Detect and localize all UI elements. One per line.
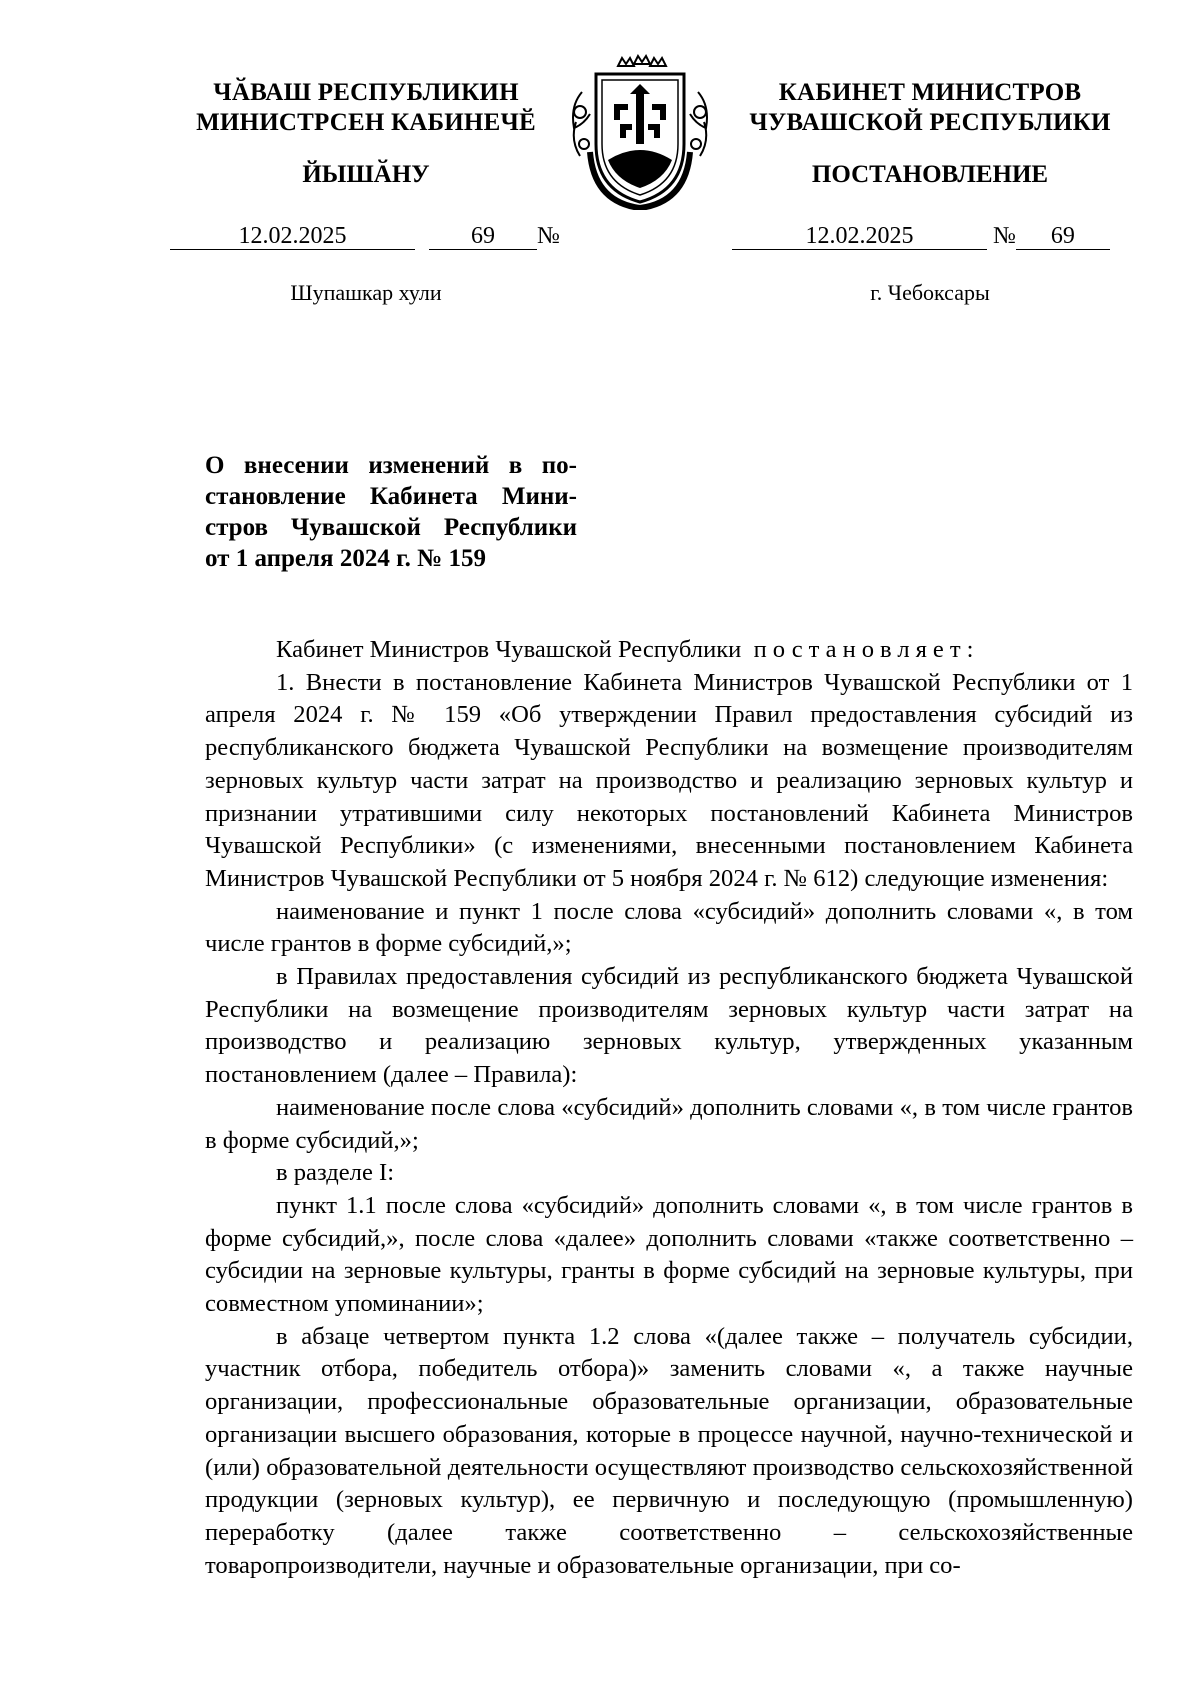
intro-text: Кабинет Министров Чувашской Республики: [276, 636, 742, 663]
number-sign-right: №: [993, 223, 1016, 249]
header-left-doc-type: ЙЫШӐНУ: [302, 161, 430, 188]
header-right-russian: [720, 78, 1140, 138]
document-subject: [205, 450, 577, 574]
registration-number-right: 69: [1016, 222, 1110, 250]
place-right: г. Чебоксары: [870, 280, 990, 305]
body-paragraph: наименование после слова «субсидий» дополнить словами «, в том числе грантов в форме субсидий,»;: [205, 1093, 1133, 1154]
registration-left: [170, 222, 560, 250]
header-right-line2: ЧУВАШСКОЙ РЕСПУБЛИКИ: [749, 109, 1111, 136]
number-sign-left: №: [537, 223, 560, 249]
subject-line: от 1 апреля 2024 г. № 159: [205, 545, 486, 572]
body-paragraph: в Правилах предоставления субсидий из республиканского бюджета Чувашской Республики на возмещение производителям зерновых культур части затрат на производство и реализацию зерновых культур, утвержденных указанным постановлением (далее – Правила):: [205, 963, 1133, 1089]
registration-date-left: 12.02.2025: [170, 222, 415, 250]
chuvash-coat-of-arms-icon: [560, 52, 720, 210]
place-left: Шупашкар хули: [290, 280, 442, 305]
registration-date-right: 12.02.2025: [732, 222, 987, 250]
body-paragraph: в абзаце четвертом пункта 1.2 слова «(далее также – получатель субсидии, участник отбора, победитель отбора)» заменить словами «, а также научные организации, профессиональные образовательные организации, образовательные организации высшего образования, которые в процессе научной, научно-технической и (или) образовательной деятельности осуществляют производство сельскохозяйственной продукции (зерновых культур), ее первичную и последующую (промышленную) переработку (далее также соответственно – сельскохозяйственные товаропроизводители, научные и образовательные организации, при со-: [205, 1322, 1133, 1579]
header-left-line1: ЧӐВАШ РЕСПУБЛИКИН: [213, 79, 519, 106]
registration-number-left: 69: [429, 222, 537, 250]
header-right-line1: КАБИНЕТ МИНИСТРОВ: [778, 79, 1082, 106]
intro-verb: постановляет:: [753, 636, 980, 663]
body-paragraph: 1. Внести в постановление Кабинета Министров Чувашской Республики от 1 апреля 2024 г. № 159 «Об утверждении Правил предоставления субсидий из республиканского бюджета Чувашской Республики на возмещение производителям зерновых культур части затрат на производство и реализацию зерновых культур и признании утратившими силу некоторых постановлений Кабинета Министров Чувашской Республики» (с изменениями, внесенными постановлением Кабинета Министров Чувашской Республики от 5 ноября 2024 г. № 612) следующие изменения:: [205, 668, 1133, 892]
body-paragraph: в разделе I:: [276, 1159, 395, 1187]
subject-line: становление Кабинета Мини-: [205, 483, 577, 510]
body-paragraph: наименование и пункт 1 после слова «субсидий» дополнить словами «, в том числе грантов в форме субсидий,»;: [205, 897, 1133, 958]
intro-paragraph: [205, 634, 1133, 667]
registration-right: [732, 222, 1110, 250]
document-body: [205, 634, 1133, 1582]
subject-line: стров Чувашской Республики: [205, 514, 577, 541]
header-left-chuvash: [170, 78, 562, 138]
subject-line: О внесении изменений в по-: [205, 452, 577, 479]
header-left-line2: МИНИСТРСЕН КАБИНЕЧӖ: [196, 109, 536, 136]
header-right-doc-type: ПОСТАНОВЛЕНИЕ: [811, 161, 1049, 188]
body-paragraph: пункт 1.1 после слова «субсидий» дополнить словами «, в том числе грантов в форме субсидий,», после слова «далее» дополнить словами «также соответственно – субсидии на зерновые культуры, гранты в форме субсидий на зерновые культуры, при совместном упоминании»;: [205, 1191, 1133, 1318]
